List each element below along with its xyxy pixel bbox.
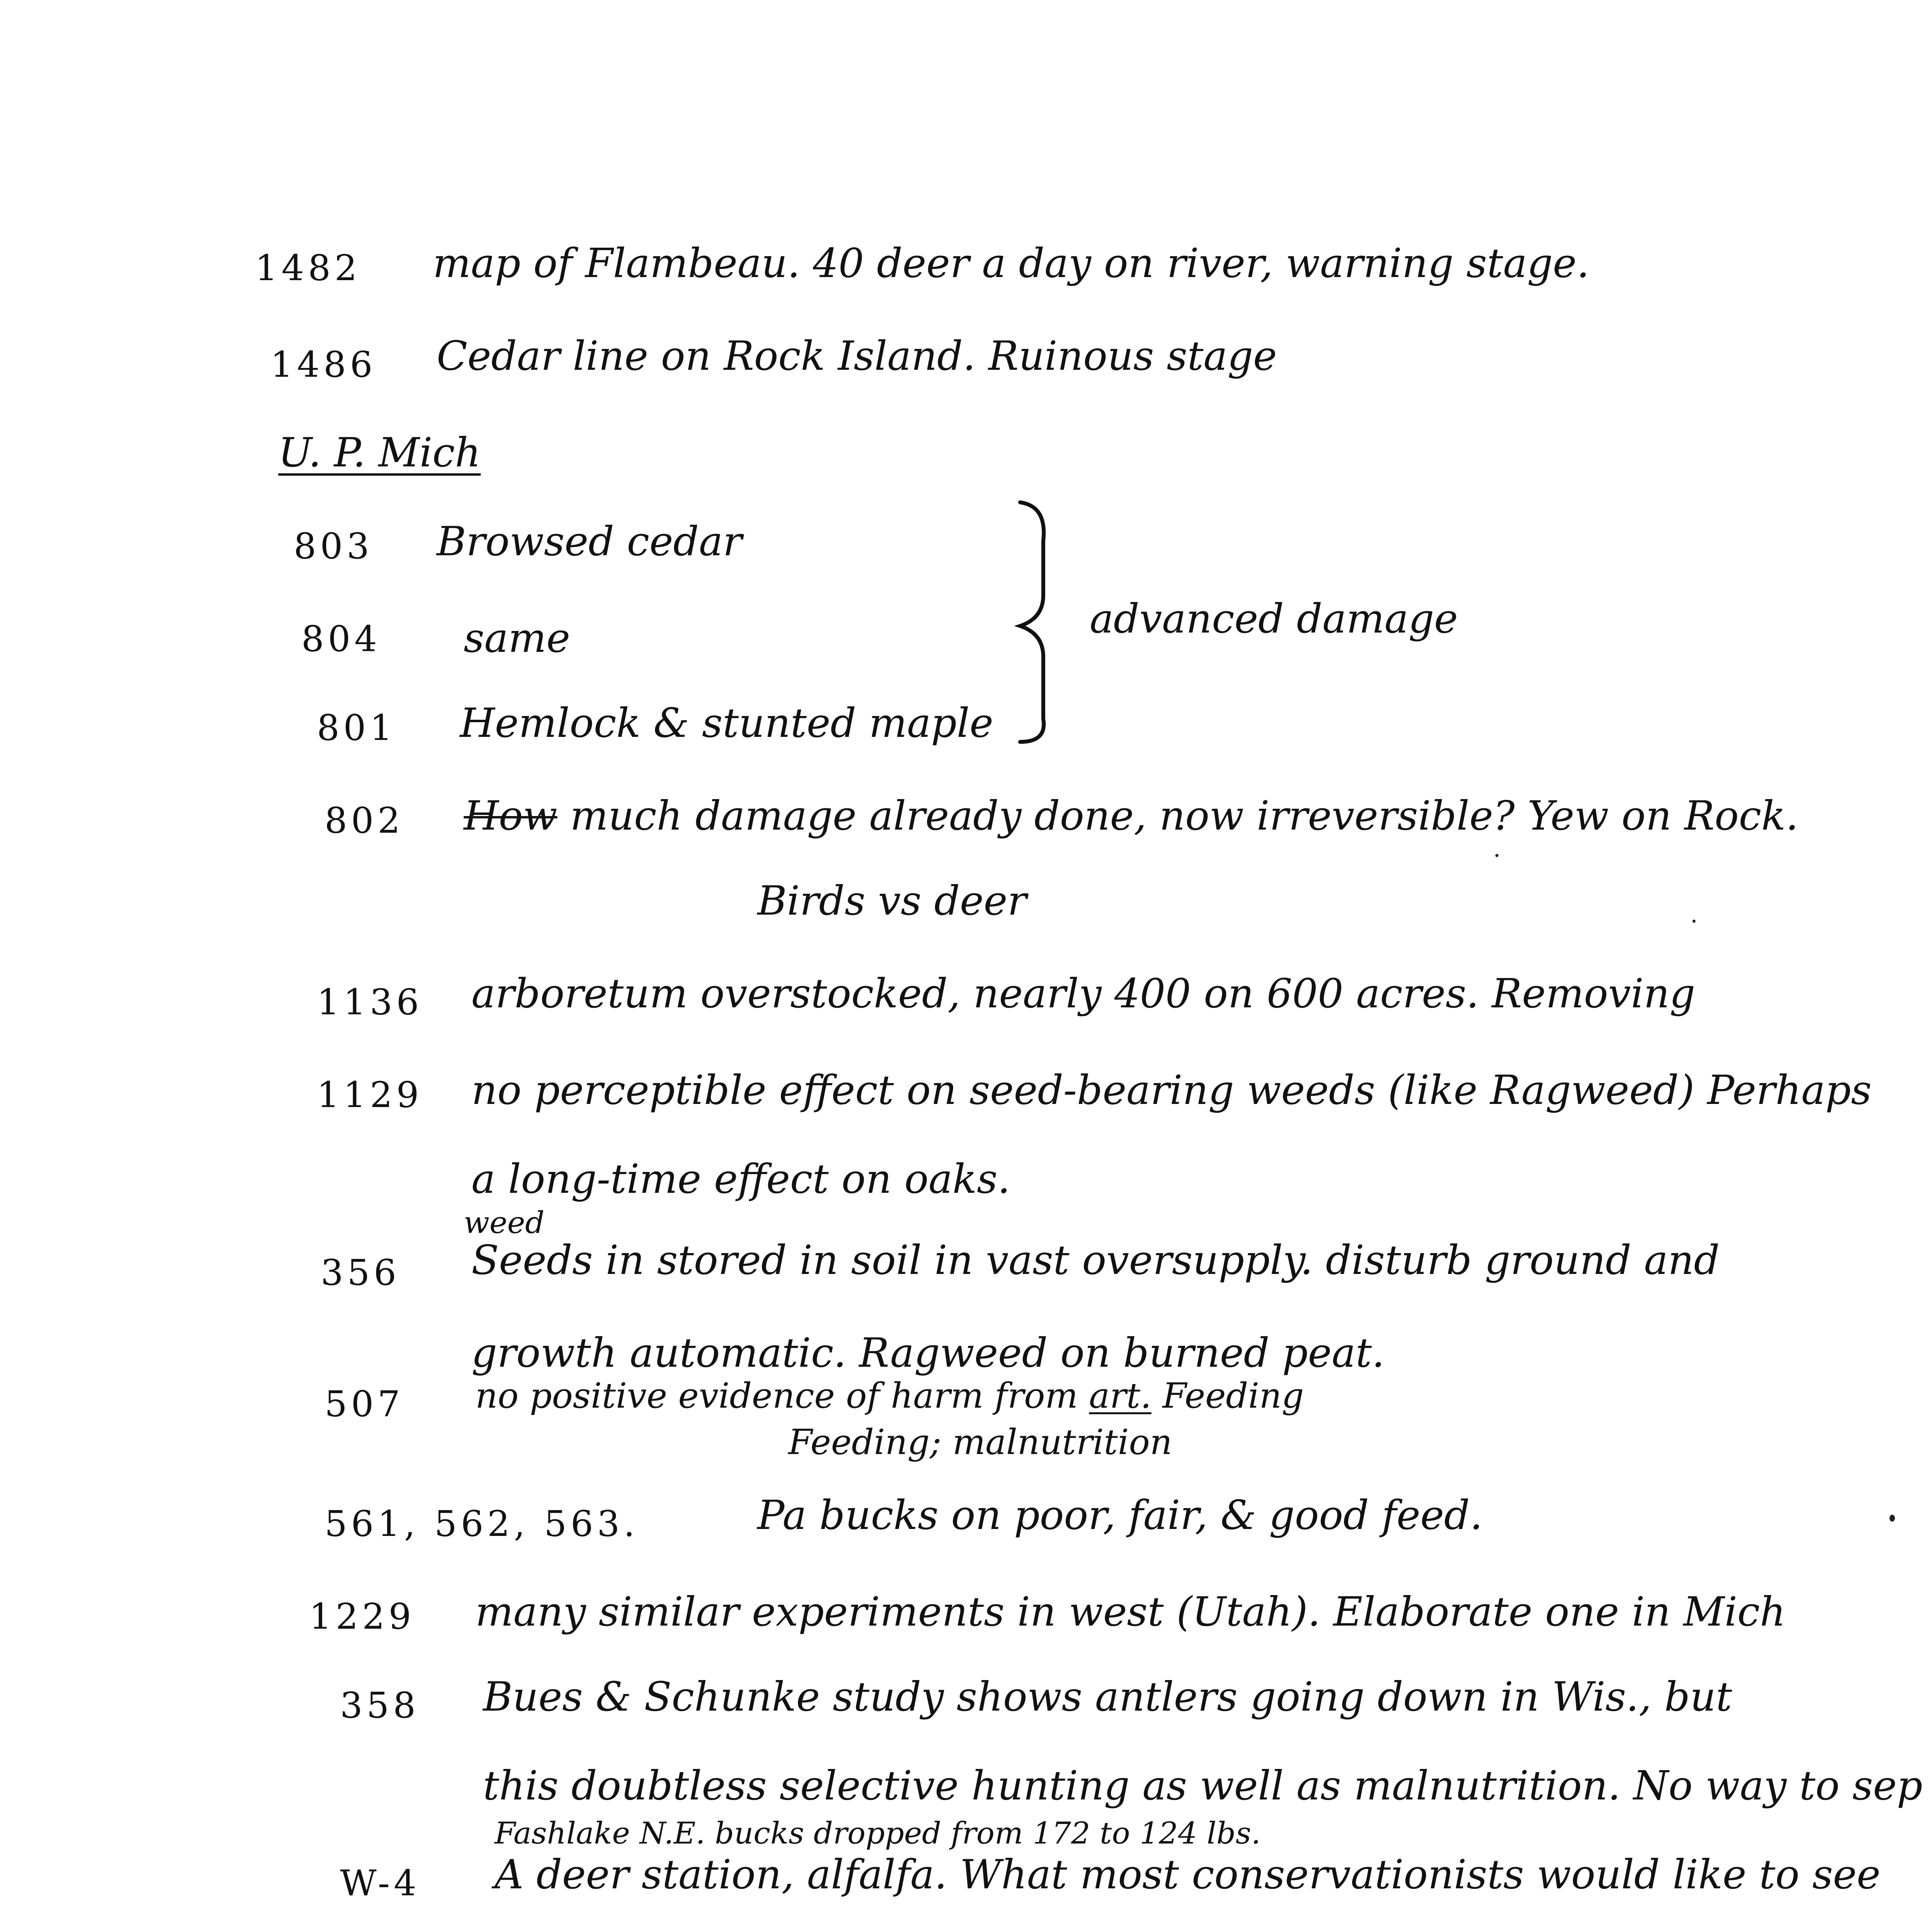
entry-text: much damage already done, now irreversible? Yew on Rock. — [570, 792, 1799, 839]
entry-continuation: this doubtless selective hunting as well as malnutrition. No way to sep — [483, 1762, 1923, 1809]
struck-word: How — [464, 792, 558, 839]
entry-continuation: growth automatic. Ragweed on burned peat. — [471, 1329, 1385, 1376]
section-heading: U. P. Mich — [278, 429, 481, 476]
entry-number: 1136 — [317, 981, 423, 1023]
entry-text: Pa bucks on poor, fair, & good feed. — [757, 1492, 1483, 1539]
entry-number: 356 — [321, 1252, 400, 1293]
entry-text: Cedar line on Rock Island. Ruinous stage — [437, 332, 1277, 379]
underlined-word: art. — [1089, 1376, 1151, 1416]
entry-text: Feeding — [1162, 1376, 1304, 1416]
entry-text-507 — [475, 1376, 1304, 1416]
entry-number: 804 — [301, 618, 381, 660]
entry-number: W-4 — [340, 1862, 420, 1904]
entry-text: Browsed cedar — [437, 518, 742, 565]
curly-bracket — [1012, 495, 1074, 750]
entry-number: 358 — [340, 1685, 420, 1726]
entry-continuation: Feeding; malnutrition — [788, 1422, 1172, 1463]
scan-speck — [1495, 854, 1498, 857]
entry-number: 802 — [325, 800, 404, 841]
entry-text: Bues & Schunke study shows antlers going down in Wis., but — [483, 1673, 1732, 1720]
entry-number: 561, 562, 563. — [325, 1503, 639, 1544]
entry-number: 803 — [294, 526, 373, 567]
entry-text-802 — [464, 792, 1798, 839]
entry-text: A deer station, alfalfa. What most conservationists would like to see — [495, 1851, 1881, 1898]
scan-speck — [1889, 1515, 1895, 1522]
bracket-note: advanced damage — [1090, 595, 1458, 642]
entry-number: 507 — [325, 1383, 404, 1425]
center-heading: Birds vs deer — [757, 877, 1027, 924]
entry-number: 1129 — [317, 1074, 423, 1116]
entry-text: Hemlock & stunted maple — [460, 699, 993, 747]
entry-text: map of Flambeau. 40 deer a day on river, warning stage. — [433, 240, 1590, 287]
inserted-word: weed — [464, 1206, 545, 1240]
entry-text: no positive evidence of harm from — [475, 1376, 1078, 1416]
entry-continuation: a long-time effect on oaks. — [471, 1155, 1010, 1202]
entry-text: no perceptible effect on seed-bearing weeds (like Ragweed) Perhaps — [471, 1066, 1872, 1114]
entry-text: arboretum overstocked, nearly 400 on 600 acres. Removing — [471, 970, 1696, 1017]
entry-number: 1482 — [255, 247, 361, 289]
scan-speck — [1692, 920, 1696, 923]
inserted-note: Fashlake N.E. bucks dropped from 172 to 124 lbs. — [495, 1816, 1261, 1851]
entry-number: 801 — [317, 707, 396, 748]
entry-number: 1486 — [270, 344, 377, 385]
entry-text: same — [464, 614, 570, 662]
entry-text: Seeds in stored in soil in vast oversupply. disturb ground and — [471, 1236, 1720, 1284]
entry-number: 1229 — [309, 1596, 415, 1637]
entry-text: many similar experiments in west (Utah). Elaborate one in Mich — [475, 1588, 1786, 1635]
